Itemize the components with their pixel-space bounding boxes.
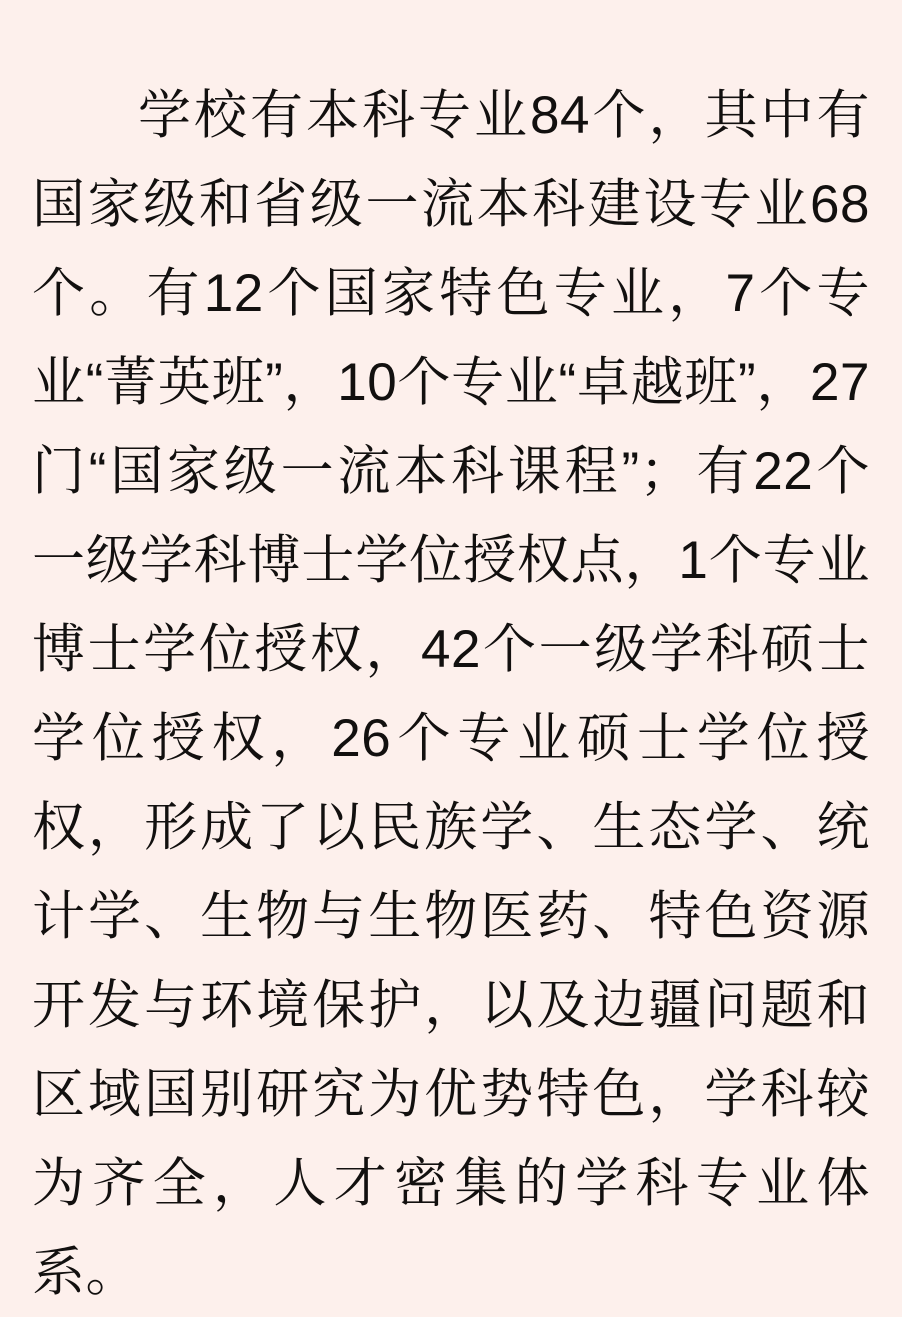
article-paragraph: 学校有本科专业84个，其中有国家级和省级一流本科建设专业68个。有12个国家特色专业，7个专业“菁英班”，10个专业“卓越班”，27门“国家级一流本科课程”；有22个一级学科博士学位授权点，1个专业博士学位授权，42个一级学科硕士学位授权，26个专业硕士学位授权，形成了以民族学、生态学、统计学、生物与生物医药、特色资源开发与环境保护，以及边疆问题和区域国别研究为优势特色，学科较为齐全，人才密集的学科专业体系。: [32, 86, 870, 1302]
